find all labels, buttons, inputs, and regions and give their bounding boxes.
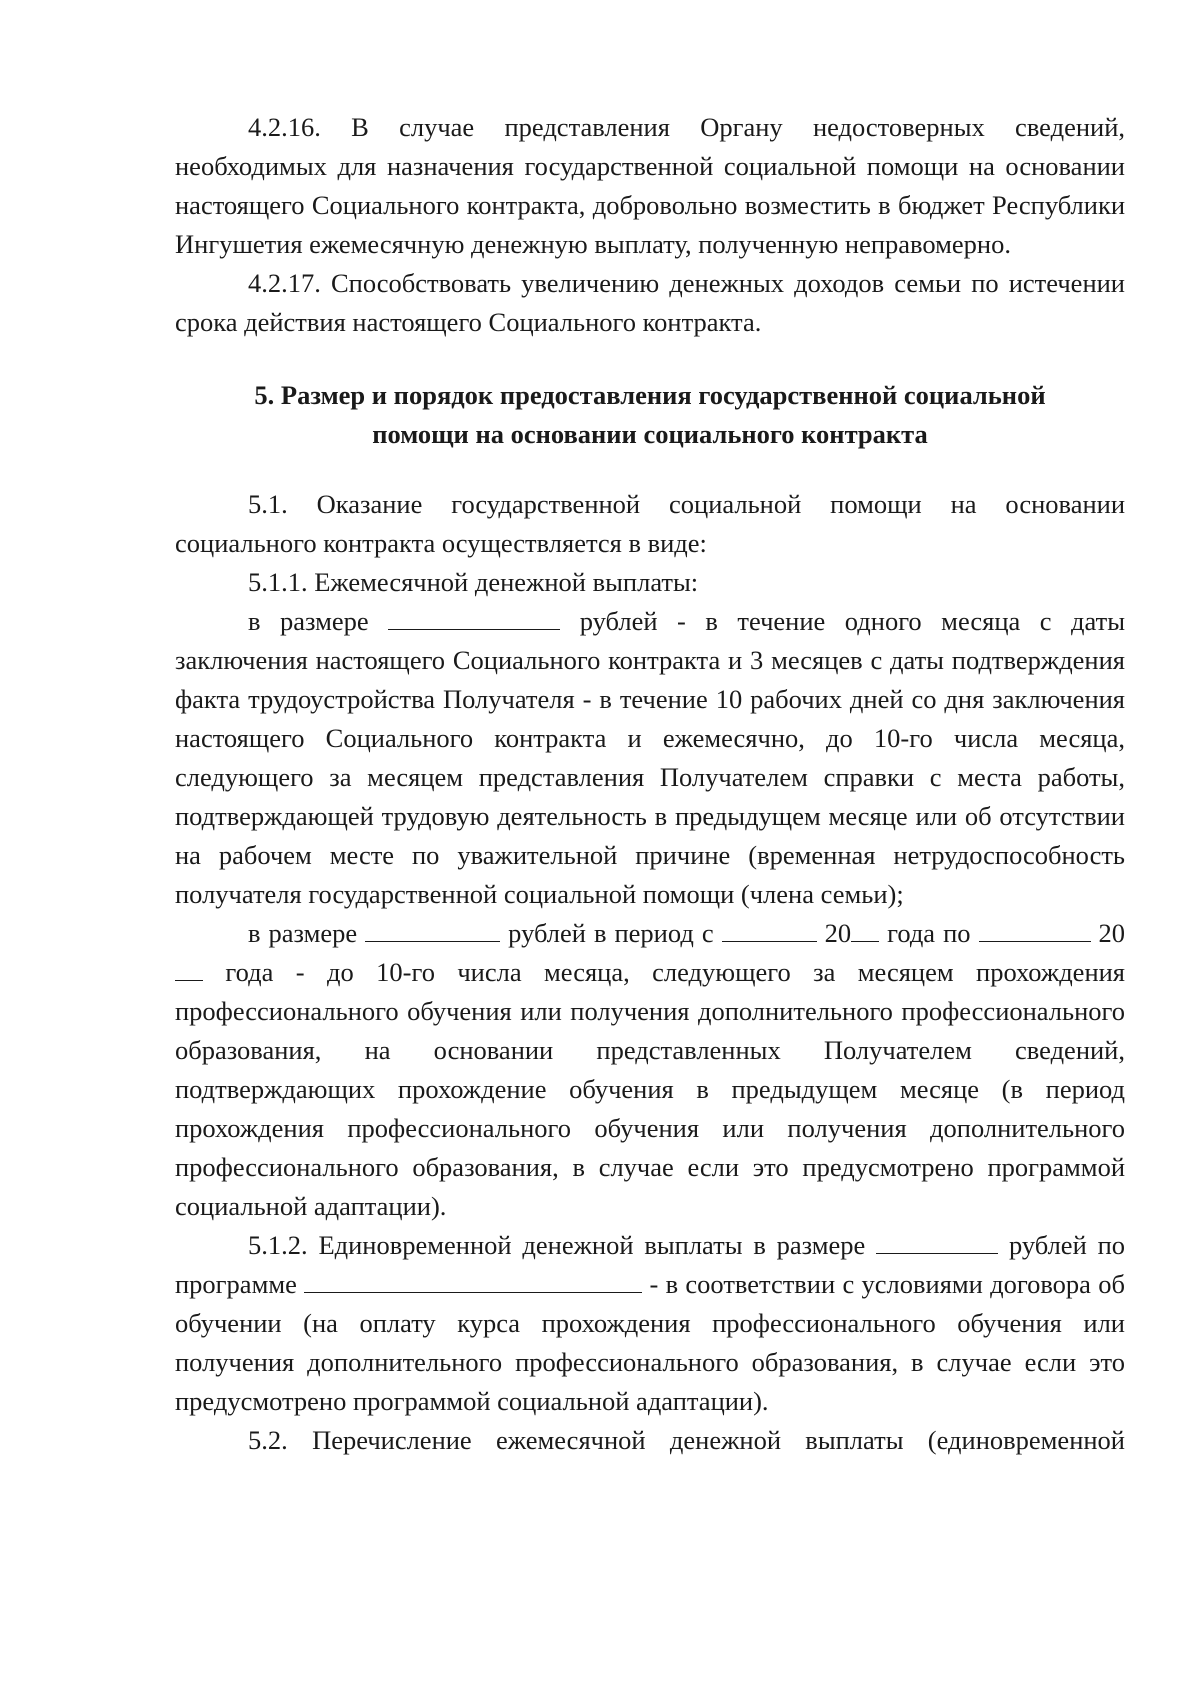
paragraph-monthly-amount-b — [175, 914, 1125, 1226]
text: 20 — [816, 918, 852, 948]
document-page — [175, 108, 1125, 1460]
paragraph-5-1-1: 5.1.1. Ежемесячной денежной выплаты: — [248, 567, 699, 597]
blank-start-year-field[interactable] — [851, 915, 879, 942]
text: года по — [879, 918, 979, 948]
text: 5.1.2. Единовременной денежной выплаты в размере — [248, 1230, 877, 1260]
section-5-heading-line-1: 5. Размер и порядок предоставления государственной социальной — [254, 380, 1046, 410]
paragraph-monthly-amount-a — [175, 602, 1125, 914]
blank-end-year-field[interactable] — [175, 954, 203, 981]
section-5-heading-line-2: помощи на основании социального контракта — [372, 419, 928, 449]
text: в размере — [248, 918, 366, 948]
paragraph-4-2-16: 4.2.16. В случае представления Органу недостоверных сведений, необходимых для назначения государственной социальной помощи на основании настоящего Социального контракта, добровольно возместить в бюджет Республики Ингушетия ежемесячную денежную выплату, полученную неправомерно. — [175, 112, 1125, 259]
text: рублей в период с — [500, 918, 722, 948]
text: года - до 10-го числа месяца, следующего за месяцем прохождения профессионального обучения или получения дополнительного профессионального образования, на основании представленных Получателем сведений, подтверждающих прохождение обучения в предыдущем месяце (в период прохождения профессионального обучения или получения дополнительного профессионального образования, в случае если это предусмотрено программой социальной адаптации). — [175, 957, 1125, 1221]
blank-amount-field[interactable] — [388, 603, 560, 630]
text: рублей - в течение одного месяца с даты заключения настоящего Социального контракта и 3 месяцев с даты подтверждения факта трудоустройства Получателя - в течение 10 рабочих дней со дня заключения настоящего Социального контракта и ежемесячно, до 10-го числа месяца, следующего за месяцем представления Получателем справки с места работы, подтверждающей трудовую деятельность в предыдущем месяце или об отсутствии на рабочем месте по уважительной причине (временная нетрудоспособность получателя государственной социальной помощи (члена семьи); — [175, 606, 1125, 909]
text: 20 — [1090, 918, 1126, 948]
paragraph-4-2-17: 4.2.17. Способствовать увеличению денежных доходов семьи по истечении срока действия настоящего Социального контракта. — [175, 268, 1125, 337]
blank-start-date-field[interactable] — [722, 915, 817, 942]
section-5-heading — [175, 376, 1125, 454]
text: рублей по программе — [175, 1230, 1126, 1299]
blank-lump-sum-field[interactable] — [876, 1227, 998, 1254]
paragraph-5-1-2 — [175, 1226, 1125, 1421]
blank-end-date-field[interactable] — [979, 915, 1091, 942]
text: в размере — [248, 606, 389, 636]
text: - в соответствии с условиями договора об обучении (на оплату курса прохождения профессионального обучения или получения дополнительного профессионального образования, в случае если это предусмотрено программой социальной адаптации). — [175, 1269, 1125, 1416]
paragraph-5-2: 5.2. Перечисление ежемесячной денежной выплаты (единовременной — [248, 1425, 1125, 1455]
blank-program-field[interactable] — [304, 1266, 642, 1293]
paragraph-5-1: 5.1. Оказание государственной социальной помощи на основании социального контракта осуществляется в виде: — [175, 489, 1125, 558]
blank-amount-field[interactable] — [365, 915, 500, 942]
